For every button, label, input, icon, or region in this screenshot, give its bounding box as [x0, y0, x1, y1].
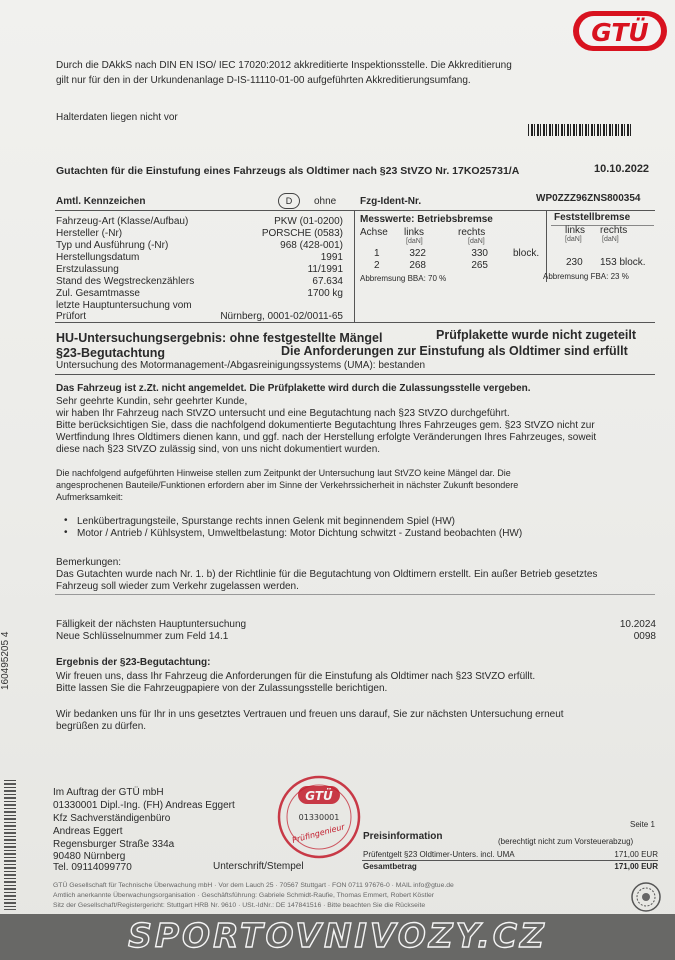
remarks-line: Fahrzeug soll wieder zum Verkehr zugelassen werden. [56, 581, 299, 592]
notice-line: wir haben Ihr Fahrzeug nach StVZO untersucht und eine Begutachtung nach §23 StVZO durchgeführt. [56, 408, 510, 419]
vehicle-value: 11/1991 [307, 264, 343, 275]
vehicle-label: Typ und Ausführung (-Nr) [56, 240, 169, 251]
fin-label: Fzg-Ident-Nr. [360, 196, 422, 207]
side-number: 160495205 4 [0, 631, 11, 690]
unit-label: [daN] [565, 236, 582, 243]
brake-axle: 2 [374, 260, 380, 271]
park-left: 230 [566, 257, 583, 268]
notice-line: Bitte berücksichtigen Sie, dass die nachfolgend dokumentierte Begutachtung Ihres Fahrzeuges gem. §23 StVZO nicht zur [56, 420, 595, 431]
notice-line: diese nach §23 StVZO zulässig sind, von uns nicht dokumentiert wurden. [56, 444, 381, 455]
certification-seal-icon [630, 881, 662, 913]
brake-axle: 1 [374, 248, 380, 259]
price-total-value: 171,00 EUR [614, 862, 658, 871]
plate-value: ohne [314, 196, 337, 207]
inspector-stamp [276, 774, 362, 860]
office-line: Regensburger Straße 334a [53, 839, 175, 850]
park-col-left: links [565, 225, 586, 236]
hints-line: Die nachfolgend aufgeführten Hinweise stellen zum Zeitpunkt der Untersuchung laut StVZO keine Mängel dar. Die [56, 468, 511, 478]
divider [55, 210, 655, 211]
fin-value: WP0ZZZ96ZNS800354 [536, 193, 641, 204]
bullet: • [64, 527, 68, 538]
vehicle-value: 968 (428-001) [280, 240, 343, 251]
price-title: Preisinformation [363, 831, 443, 842]
bullet: • [64, 515, 68, 526]
hu-sticker: Prüfplakette wurde nicht zugeteilt [436, 328, 637, 342]
vehicle-label: Fahrzeug-Art (Klasse/Aufbau) [56, 216, 189, 227]
notice-line: Wertfindung Ihres Oldtimers dienen kann, und ggf. nach der Herstellung erfolgte Veränderungen Ihres Fahrzeuges, soweit [56, 432, 597, 443]
footer-line: Amtlich anerkannte Überwachungsorganisation · Geschäftsführung: Gabriele Schmidt-Raufie, Thomas Emmert, Robert Köstler [53, 892, 435, 899]
thanks-line: Wir bedanken uns für Ihr in uns gesetztes Vertrauen und freuen uns darauf, Sie zur nächsten Untersuchung erneut [56, 709, 564, 720]
country-badge: D [278, 193, 300, 209]
divider [362, 860, 658, 861]
brake-col-right: rechts [458, 227, 486, 238]
stamp-number: 01330001 [298, 813, 340, 822]
gtu-logo [572, 8, 668, 54]
hint-item: Lenkübertragungsteile, Spurstange rechts innen Gelenk mit beginnendem Spiel (HW) [77, 516, 455, 527]
office-line: Andreas Eggert [53, 826, 123, 837]
brake-note: block. [513, 248, 540, 259]
side-barcode [4, 780, 16, 910]
vehicle-label: letzte Hauptuntersuchung vom [56, 300, 192, 311]
price-note: (berechtigt nicht zum Vorsteuerabzug) [498, 837, 634, 846]
vehicle-value: PKW (01-0200) [274, 216, 343, 227]
holder-note: Halterdaten liegen nicht vor [56, 112, 178, 123]
divider [55, 594, 655, 595]
office-line: Im Auftrag der GTÜ mbH [53, 787, 164, 798]
watermark-text: SPORTOVNIVOZY.CZ [128, 916, 547, 955]
vehicle-label: Zul. Gesamtmasse [56, 288, 140, 299]
footer-line: Sitz der Gesellschaft/Registergericht: Stuttgart HRB Nr. 9610 · USt.-IdNr.: DE 147841516 · Bitte beachten Sie die Rückseite [53, 902, 426, 909]
brake-left: 322 [409, 248, 426, 259]
brake-title: Messwerte: Betriebsbremse [360, 214, 493, 225]
vehicle-label: Prüfort [56, 311, 87, 322]
office-line: Kfz Sachverständigenbüro [53, 813, 171, 824]
result23-line: Bitte lassen Sie die Fahrzeugpapiere von der Zulassungsstelle berichtigen. [56, 683, 388, 694]
hu-result: HU-Untersuchungsergebnis: ohne festgestellte Mängel [56, 331, 383, 345]
uma-result: Untersuchung des Motormanagement-/Abgasreinigungssystems (UMA): bestanden [56, 360, 426, 371]
vehicle-label: Stand des Wegstreckenzählers [56, 276, 195, 287]
divider [55, 322, 655, 323]
vehicle-label: Herstellungsdatum [56, 252, 140, 263]
park-efficiency: Abbremsung FBA: 23 % [543, 272, 629, 281]
unit-label: [daN] [406, 238, 423, 245]
accreditation-line-1: Durch die DAkkS nach DIN EN ISO/ IEC 17020:2012 akkreditierte Inspektionsstelle. Die Akkreditierung [56, 60, 512, 71]
price-item-label: Prüfentgelt §23 Oldtimer-Unters. incl. UMA [363, 850, 515, 859]
vehicle-label: Erstzulassung [56, 264, 119, 275]
price-total-label: Gesamtbetrag [363, 862, 417, 871]
brake-left: 268 [409, 260, 426, 271]
divider [354, 210, 355, 322]
notice-line: Sehr geehrte Kundin, sehr geehrter Kunde, [56, 396, 248, 407]
price-item-value: 171,00 EUR [614, 850, 658, 859]
brake-efficiency: Abbremsung BBA: 70 % [360, 274, 447, 283]
section-23-result: Die Anforderungen zur Einstufung als Oldtimer sind erfüllt [281, 344, 628, 358]
stamp-top: GTÜ [305, 789, 333, 803]
result23-line: Wir freuen uns, dass Ihr Fahrzeug die Anforderungen für die Einstufung als Oldtimer nach §23 StVZO erfüllt. [56, 671, 536, 682]
footer-line: GTÜ Gesellschaft für Technische Überwachung mbH · Vor dem Lauch 25 · 70567 Stuttgart · FON 0711 97676-0 · MAIL info@gtue.de [53, 882, 454, 889]
unit-label: [daN] [468, 238, 485, 245]
notice-bold: Das Fahrzeug ist z.Zt. nicht angemeldet. Die Prüfplakette wird durch die Zulassungsstelle vergeben. [56, 383, 531, 394]
accreditation-line-2: gilt nur für den in der Urkundenanlage D-IS-11110-01-00 aufgeführten Akkreditierungsumfang. [56, 75, 471, 86]
office-line: 90480 Nürnberg [53, 851, 126, 862]
section-23: §23-Begutachtung [56, 346, 166, 360]
barcode [528, 124, 632, 136]
park-right: 153 block. [600, 257, 646, 268]
brake-right: 265 [471, 260, 488, 271]
hints-line: Aufmerksamkeit: [56, 492, 124, 502]
report-date: 10.10.2022 [594, 163, 650, 175]
vehicle-value: PORSCHE (0583) [261, 228, 343, 239]
brake-col-axle: Achse [360, 227, 388, 238]
park-col-right: rechts [600, 225, 628, 236]
vehicle-value: 1991 [320, 252, 343, 263]
vehicle-label: Hersteller (-Nr) [56, 228, 123, 239]
vehicle-value: 67.634 [312, 276, 343, 287]
svg-text:GTÜ: GTÜ [591, 18, 649, 47]
signature-label: Unterschrift/Stempel [213, 861, 304, 872]
remarks-label: Bemerkungen: [56, 557, 122, 568]
due-label: Fälligkeit der nächsten Hauptuntersuchung [56, 619, 247, 630]
due-value: 10.2024 [619, 619, 656, 630]
key-value: 0098 [633, 631, 656, 642]
brake-right: 330 [471, 248, 488, 259]
vehicle-value: 1700 kg [307, 288, 343, 299]
office-line: Tel. 09114099770 [53, 862, 132, 873]
plate-label: Amtl. Kennzeichen [56, 196, 146, 207]
divider [55, 374, 655, 375]
result23-label: Ergebnis der §23-Begutachtung: [56, 657, 211, 668]
brake-col-left: links [404, 227, 425, 238]
page-number: Seite 1 [630, 820, 655, 829]
remarks-line: Das Gutachten wurde nach Nr. 1. b) der Richtlinie für die Begutachtung von Oldtimern erstellt. Ein außer Betrieb gesetztes [56, 569, 598, 580]
thanks-line: begrüßen zu dürfen. [56, 721, 147, 732]
office-line: 01330001 Dipl.-Ing. (FH) Andreas Eggert [53, 800, 235, 811]
hint-item: Motor / Antrieb / Kühlsystem, Umweltbelastung: Motor Dichtung schwitzt - Zustand beobachten (HW) [77, 528, 523, 539]
report-title: Gutachten für die Einstufung eines Fahrzeugs als Oldtimer nach §23 StVZO Nr. 17KO25731/A [56, 165, 520, 177]
hints-line: angesprochenen Bauteile/Funktionen erfordern aber im Sinne der Verkehrssicherheit in nächster Zukunft besondere [56, 480, 519, 490]
park-title: Feststellbremse [554, 212, 631, 223]
unit-label: [daN] [602, 236, 619, 243]
vehicle-value: Nürnberg, 0001-02/0011-65 [220, 311, 343, 322]
key-label: Neue Schlüsselnummer zum Feld 14.1 [56, 631, 229, 642]
stamp-bottom: Prüfingenieur [291, 822, 346, 845]
